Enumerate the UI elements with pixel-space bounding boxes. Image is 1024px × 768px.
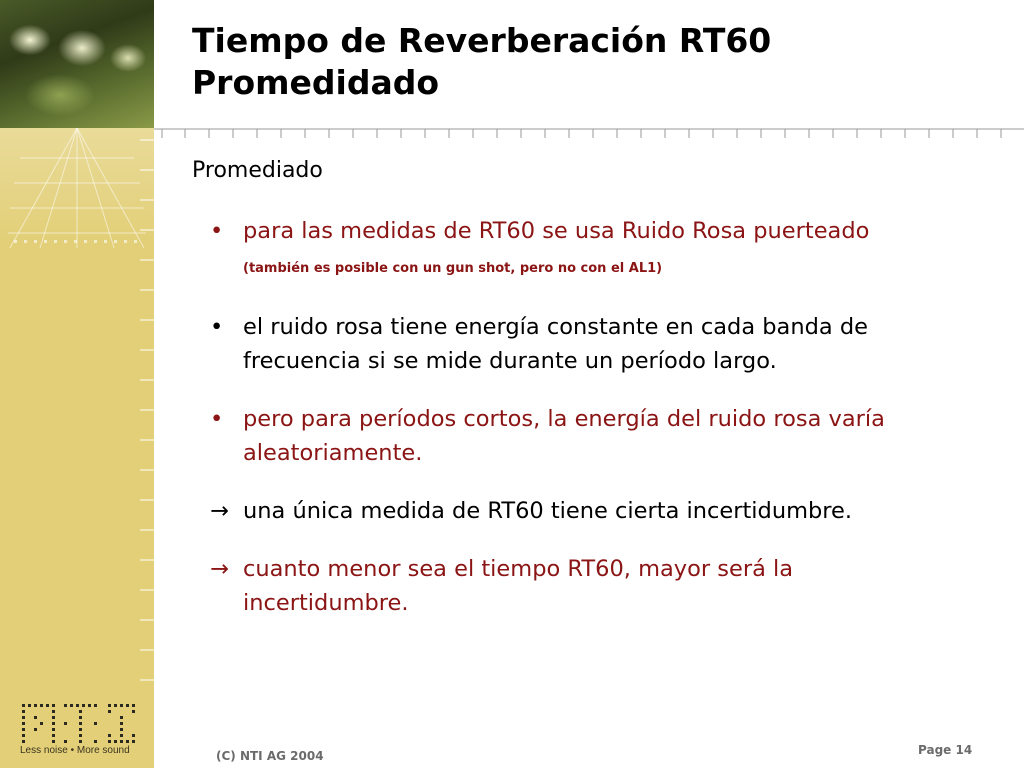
section-heading: Promediado bbox=[192, 158, 323, 183]
bullet-item bbox=[210, 214, 940, 286]
bullet-text: para las medidas de RT60 se usa Ruido Rosa puerteado bbox=[243, 218, 870, 244]
bullet-item bbox=[210, 310, 940, 378]
side-ruler bbox=[140, 130, 154, 690]
decorative-grid bbox=[0, 128, 154, 258]
arrow-icon: → bbox=[210, 556, 229, 582]
bullet-item bbox=[210, 402, 940, 470]
slide-title bbox=[192, 20, 992, 104]
arrow-item bbox=[210, 552, 940, 620]
arrow-icon: → bbox=[210, 498, 229, 524]
top-ruler bbox=[154, 128, 1024, 142]
bullet-marker: • bbox=[210, 314, 224, 340]
bullet-text: pero para períodos cortos, la energía del ruido rosa varía aleatoriamente. bbox=[243, 406, 885, 466]
decorative-photo bbox=[0, 0, 154, 128]
bullet-note: (también es posible con un gun shot, pero no con el AL1) bbox=[243, 261, 663, 276]
footer-page-number: Page 14 bbox=[918, 743, 973, 757]
footer-copyright: (C) NTI AG 2004 bbox=[216, 749, 324, 763]
bullet-marker: • bbox=[210, 218, 224, 244]
title-line-1: Tiempo de Reverberación RT60 bbox=[192, 21, 772, 60]
bullet-marker: • bbox=[210, 406, 224, 432]
nti-logo bbox=[20, 702, 138, 744]
arrow-item bbox=[210, 494, 940, 528]
bullet-text: cuanto menor sea el tiempo RT60, mayor será la incertidumbre. bbox=[243, 556, 794, 616]
title-line-2: Promedidado bbox=[192, 63, 440, 102]
bullet-text: el ruido rosa tiene energía constante en cada banda de frecuencia si se mide durante un período largo. bbox=[243, 314, 868, 374]
side-panel bbox=[0, 0, 154, 768]
logo-tagline: Less noise • More sound bbox=[20, 745, 130, 756]
bullet-text: una única medida de RT60 tiene cierta incertidumbre. bbox=[243, 498, 853, 524]
bullet-list bbox=[210, 214, 940, 644]
